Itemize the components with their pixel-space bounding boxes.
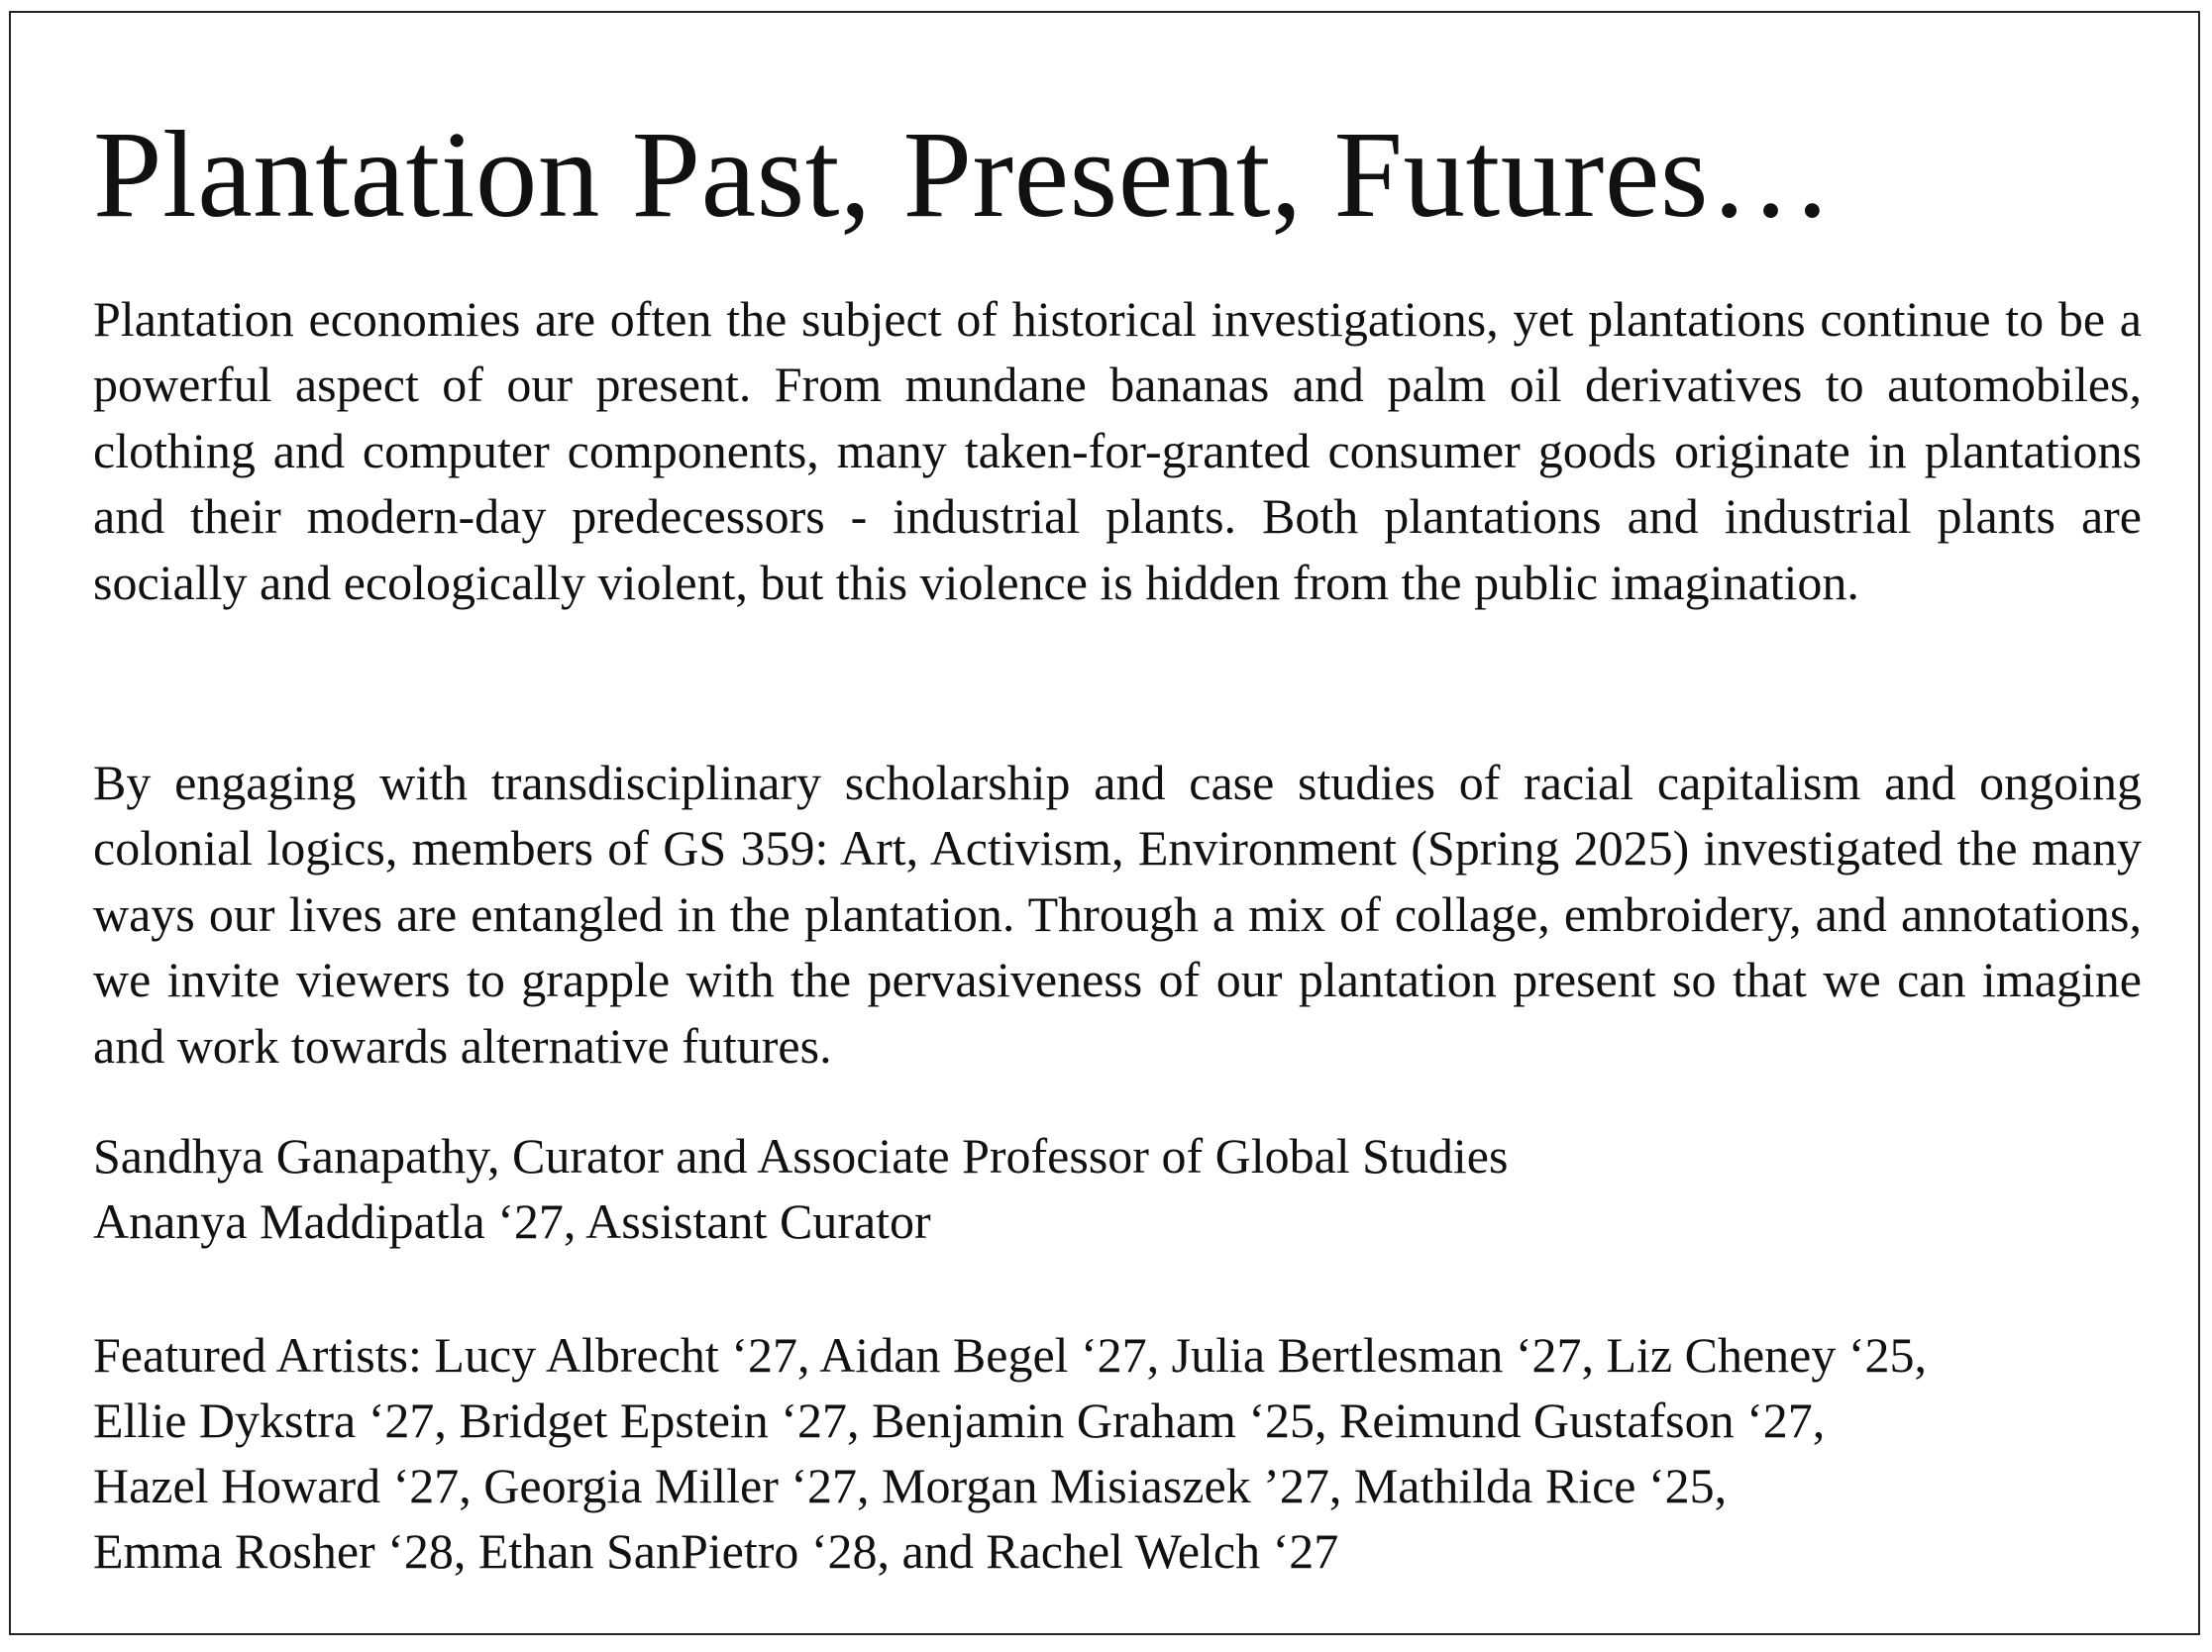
placard-frame: [9, 11, 2200, 1635]
credit-curator: Sandhya Ganapathy, Curator and Associate Professor of Global Studies: [93, 1128, 1509, 1184]
credit-assistant-curator: Ananya Maddipatla ‘27, Assistant Curator: [93, 1193, 931, 1249]
featured-artists-line: Emma Rosher ‘28, Ethan SanPietro ‘28, and Rachel Welch ‘27: [93, 1523, 1339, 1579]
project-paragraph: By engaging with transdisciplinary scholarship and case studies of racial capitalism and ongoing colonial logics, members of GS 359: Art, Activism, Environment (Spring 2025) investigated the many ways our lives are entangled in the plantation. Through a mix of collage, embroidery, and annotations, we invite viewers to grapple with the pervasiveness of our plantation present so that we can imagine and work towards alternative futures.: [93, 755, 2142, 1074]
featured-artists-line: Featured Artists: Lucy Albrecht ‘27, Aidan Begel ‘27, Julia Bertlesman ‘27, Liz Cheney ‘25,: [93, 1327, 1927, 1383]
intro-paragraph: Plantation economies are often the subject of historical investigations, yet plantations continue to be a powerful aspect of our present. From mundane bananas and palm oil derivatives to automobiles, clothing and computer components, many taken-for-granted consumer goods originate in plantations and their modern-day predecessors - industrial plants. Both plantations and industrial plants are socially and ecologically violent, but this violence is hidden from the public imagination.: [93, 291, 2142, 610]
featured-artists-line: Ellie Dykstra ‘27, Bridget Epstein ‘27, Benjamin Graham ‘25, Reimund Gustafson ‘27,: [93, 1393, 1826, 1448]
featured-artists-line: Hazel Howard ‘27, Georgia Miller ‘27, Morgan Misiaszek ’27, Mathilda Rice ‘25,: [93, 1458, 1728, 1513]
placard-title: Plantation Past, Present, Futures…: [93, 107, 1834, 244]
